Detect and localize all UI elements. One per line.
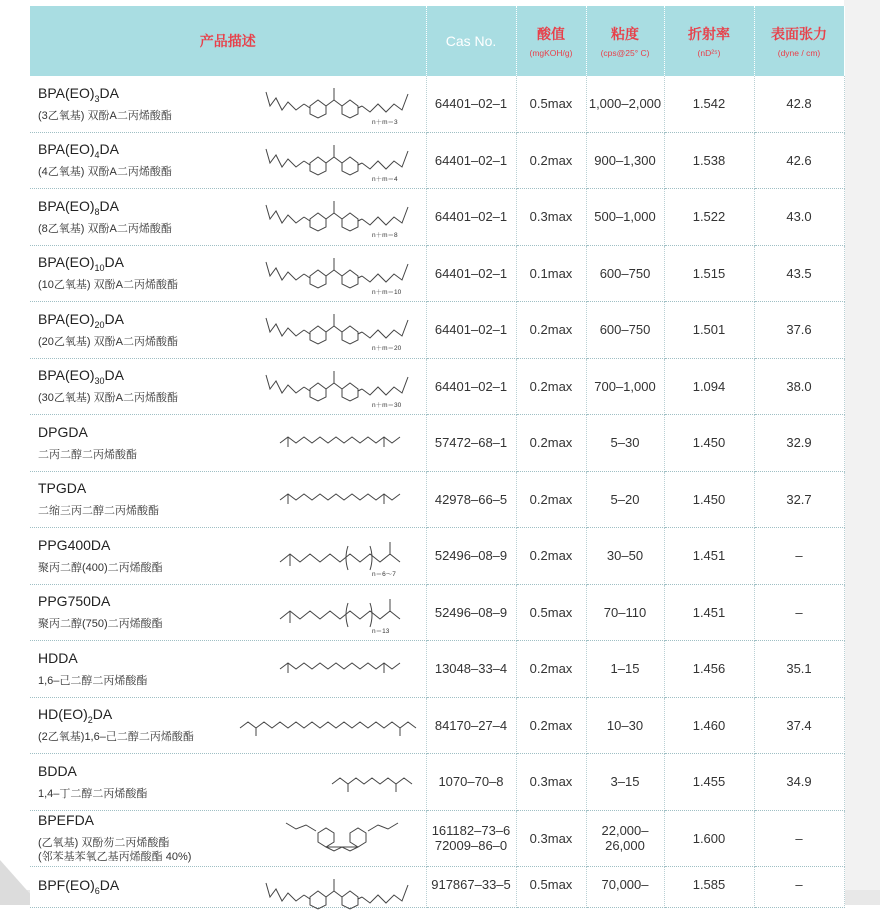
cell-description	[30, 245, 426, 302]
cell-surface-tension: –	[754, 528, 844, 585]
product-chinese-name: (乙氧基) 双酚芴二丙烯酸酯	[38, 837, 170, 850]
chemical-structure-diagram	[262, 645, 422, 691]
table-row	[30, 302, 844, 359]
cell-surface-tension: –	[754, 810, 844, 867]
cell-viscosity: 3–15	[586, 754, 664, 811]
table-row	[30, 189, 844, 246]
chemical-structure-diagram	[262, 80, 422, 126]
cell-refractive-index: 1.455	[664, 754, 754, 811]
cell-description	[30, 302, 426, 359]
product-table	[30, 6, 845, 908]
product-name: $BPA(EO)_{10}DA$	[38, 254, 124, 274]
cell-cas-number: 52496–08–9	[426, 584, 516, 641]
cell-description	[30, 810, 426, 867]
structure-label: n＝13	[371, 627, 389, 635]
product-note: (邻苯基苯氧乙基丙烯酸酯 40%)	[38, 851, 192, 864]
cell-refractive-index: 1.542	[664, 76, 754, 132]
cell-cas-number: 64401–02–1	[426, 76, 516, 132]
product-name: $BPA(EO)_{20}DA$	[38, 310, 124, 330]
chemical-structure-diagram	[262, 815, 422, 861]
table-row	[30, 358, 844, 415]
cell-surface-tension: 37.4	[754, 697, 844, 754]
cell-cas-number: 64401–02–1	[426, 132, 516, 189]
cell-viscosity: 5–20	[586, 471, 664, 528]
cell-viscosity: 70–110	[586, 584, 664, 641]
product-chinese-name: (3乙氧基) 双酚A二丙烯酸酯	[38, 109, 172, 122]
chemical-structure-diagram	[262, 589, 422, 635]
cell-cas-number: 917867–33–5	[426, 867, 516, 908]
cell-cas-number: 161182–73–6 72009–86–0	[426, 810, 516, 867]
product-name: DPGDA	[38, 423, 88, 440]
cell-description	[30, 754, 426, 811]
cell-refractive-index: 1.450	[664, 471, 754, 528]
product-name: $HD(EO)_2DA$	[38, 706, 113, 726]
header-cas: Cas No.	[426, 6, 516, 76]
cell-cas-number: 64401–02–1	[426, 189, 516, 246]
cell-cas-number: 64401–02–1	[426, 358, 516, 415]
cell-acid-value: 0.2max	[516, 358, 586, 415]
chemical-structure-diagram	[262, 532, 422, 578]
product-name: TPGDA	[38, 480, 87, 497]
cell-acid-value: 0.2max	[516, 302, 586, 359]
chemical-structure-diagram	[262, 306, 422, 352]
structure-label: n＋m＝4	[371, 175, 398, 183]
table-row	[30, 245, 844, 302]
cell-refractive-index: 1.451	[664, 584, 754, 641]
chemical-structure-diagram	[262, 758, 422, 804]
product-name: $BPF(EO)_6DA$	[38, 877, 120, 896]
product-chinese-name: (4乙氧基) 双酚A二丙烯酸酯	[38, 166, 172, 179]
chemical-structure-diagram	[262, 363, 422, 409]
product-chinese-name: 聚丙二醇(750)二丙烯酸酯	[38, 618, 163, 631]
cell-description	[30, 471, 426, 528]
table-header-row	[30, 6, 844, 76]
table-row	[30, 697, 844, 754]
chemical-structure-diagram	[262, 250, 422, 296]
cell-description	[30, 697, 426, 754]
cell-viscosity: 22,000– 26,000	[586, 810, 664, 867]
table-row	[30, 754, 844, 811]
structure-label: n＋m＝20	[371, 345, 401, 352]
header-surface-tension: 表面张力 (dyne / cm)	[754, 6, 844, 76]
cell-description	[30, 867, 426, 908]
product-chinese-name: (2乙氧基)1,6–己二醇二丙烯酸酯	[38, 731, 194, 744]
header-viscosity: 粘度 (cps@25° C)	[586, 6, 664, 76]
cell-viscosity: 1,000–2,000	[586, 76, 664, 132]
cell-refractive-index: 1.456	[664, 641, 754, 698]
cell-acid-value: 0.2max	[516, 641, 586, 698]
table-row	[30, 641, 844, 698]
product-name: $BPA(EO)_4DA$	[38, 141, 119, 161]
cell-viscosity: 1–15	[586, 641, 664, 698]
cell-description	[30, 641, 426, 698]
chemical-structure-diagram	[262, 193, 422, 239]
cell-viscosity: 700–1,000	[586, 358, 664, 415]
table-row	[30, 867, 844, 908]
table-row	[30, 528, 844, 585]
cell-cas-number: 52496–08–9	[426, 528, 516, 585]
cell-acid-value: 0.2max	[516, 132, 586, 189]
product-name: $BPA(EO)_{30}DA$	[38, 367, 124, 387]
cell-refractive-index: 1.600	[664, 810, 754, 867]
product-chinese-name: 1,4–丁二醇二丙烯酸酯	[38, 787, 148, 800]
cell-acid-value: 0.3max	[516, 754, 586, 811]
cell-surface-tension: 38.0	[754, 358, 844, 415]
product-name: PPG400DA	[38, 536, 111, 553]
cell-acid-value: 0.3max	[516, 189, 586, 246]
table-row	[30, 471, 844, 528]
cell-description	[30, 358, 426, 415]
cell-refractive-index: 1.450	[664, 415, 754, 472]
cell-refractive-index: 1.451	[664, 528, 754, 585]
chemical-structure-diagram	[262, 476, 422, 522]
cell-viscosity: 30–50	[586, 528, 664, 585]
product-chinese-name: (10乙氧基) 双酚A二丙烯酸酯	[38, 279, 178, 292]
cell-surface-tension: –	[754, 584, 844, 641]
cell-surface-tension: 35.1	[754, 641, 844, 698]
cell-acid-value: 0.3max	[516, 810, 586, 867]
cell-refractive-index: 1.522	[664, 189, 754, 246]
cell-cas-number: 64401–02–1	[426, 302, 516, 359]
product-chinese-name: 二丙二醇二丙烯酸酯	[38, 448, 137, 461]
cell-viscosity: 500–1,000	[586, 189, 664, 246]
table-row	[30, 415, 844, 472]
cell-description	[30, 189, 426, 246]
cell-description	[30, 528, 426, 585]
cell-acid-value: 0.5max	[516, 867, 586, 908]
cell-acid-value: 0.2max	[516, 697, 586, 754]
cell-cas-number: 84170–27–4	[426, 697, 516, 754]
cell-surface-tension: 43.0	[754, 189, 844, 246]
product-chinese-name: 1,6–己二醇二丙烯酸酯	[38, 674, 148, 687]
product-chinese-name: (20乙氧基) 双酚A二丙烯酸酯	[38, 335, 178, 348]
chemical-structure-diagram	[262, 871, 422, 917]
cell-acid-value: 0.2max	[516, 415, 586, 472]
cell-cas-number: 42978–66–5	[426, 471, 516, 528]
cell-surface-tension: 32.7	[754, 471, 844, 528]
cell-acid-value: 0.2max	[516, 471, 586, 528]
product-name: $BPA(EO)_3DA$	[38, 84, 119, 104]
cell-refractive-index: 1.460	[664, 697, 754, 754]
product-name: $BPA(EO)_8DA$	[38, 197, 119, 217]
cell-acid-value: 0.1max	[516, 245, 586, 302]
page-edge	[844, 0, 880, 905]
cell-acid-value: 0.5max	[516, 584, 586, 641]
cell-refractive-index: 1.538	[664, 132, 754, 189]
structure-label: n＋m＝10	[371, 288, 401, 296]
cell-refractive-index: 1.501	[664, 302, 754, 359]
structure-label: n＋m＝3	[371, 119, 398, 126]
cell-viscosity: 900–1,300	[586, 132, 664, 189]
product-chinese-name: 二缩三丙二醇二丙烯酸酯	[38, 505, 159, 518]
cell-surface-tension: 42.6	[754, 132, 844, 189]
chemical-structure-diagram	[262, 137, 422, 183]
cell-surface-tension: 42.8	[754, 76, 844, 132]
header-refractive-index: 折射率 (nD²⁵)	[664, 6, 754, 76]
cell-acid-value: 0.5max	[516, 76, 586, 132]
table-row	[30, 76, 844, 132]
structure-label: n＋m＝8	[371, 232, 398, 239]
chemical-structure-diagram	[262, 419, 422, 465]
header-acid: 酸值 (mgKOH/g)	[516, 6, 586, 76]
product-chinese-name: 聚丙二醇(400)二丙烯酸酯	[38, 561, 163, 574]
cell-description	[30, 76, 426, 132]
cell-viscosity: 600–750	[586, 245, 664, 302]
cell-surface-tension: 34.9	[754, 754, 844, 811]
cell-cas-number: 1070–70–8	[426, 754, 516, 811]
cell-viscosity: 70,000–	[586, 867, 664, 908]
cell-surface-tension: –	[754, 867, 844, 908]
table-row	[30, 584, 844, 641]
cell-refractive-index: 1.585	[664, 867, 754, 908]
cell-surface-tension: 32.9	[754, 415, 844, 472]
cell-surface-tension: 43.5	[754, 245, 844, 302]
structure-label: n＝6～7	[371, 571, 396, 578]
product-chinese-name: (30乙氧基) 双酚A二丙烯酸酯	[38, 392, 178, 405]
chemical-structure-diagram	[232, 702, 422, 748]
cell-refractive-index: 1.094	[664, 358, 754, 415]
header-description: 产品描述	[30, 6, 426, 76]
product-name: BPEFDA	[38, 812, 95, 829]
product-chinese-name: (8乙氧基) 双酚A二丙烯酸酯	[38, 222, 172, 235]
cell-refractive-index: 1.515	[664, 245, 754, 302]
cell-surface-tension: 37.6	[754, 302, 844, 359]
table-row	[30, 810, 844, 867]
structure-label: n＋m＝30	[371, 401, 401, 409]
cell-cas-number: 64401–02–1	[426, 245, 516, 302]
cell-description	[30, 132, 426, 189]
product-name: BDDA	[38, 762, 77, 779]
cell-description	[30, 584, 426, 641]
cell-acid-value: 0.2max	[516, 528, 586, 585]
table-row	[30, 132, 844, 189]
product-name: HDDA	[38, 649, 78, 666]
cell-cas-number: 13048–33–4	[426, 641, 516, 698]
cell-cas-number: 57472–68–1	[426, 415, 516, 472]
cell-viscosity: 10–30	[586, 697, 664, 754]
cell-viscosity: 5–30	[586, 415, 664, 472]
cell-description	[30, 415, 426, 472]
product-name: PPG750DA	[38, 593, 111, 610]
cell-viscosity: 600–750	[586, 302, 664, 359]
